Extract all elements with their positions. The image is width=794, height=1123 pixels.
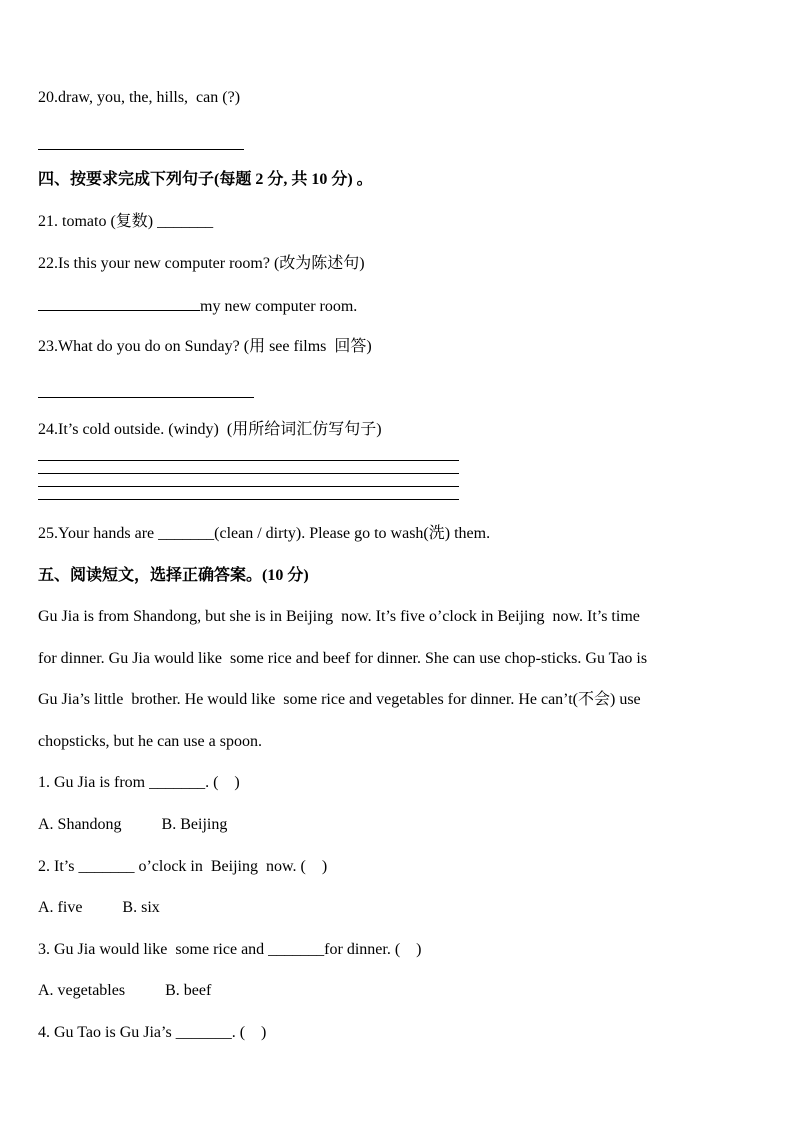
answer-line-24-4 [38, 499, 459, 500]
reading-question-2: 2. It’s _______ o’clock in Beijing now. ( ) [38, 858, 328, 875]
section-5-heading: 五、阅读短文，选择正确答案。(10 分) [38, 567, 309, 584]
answer-line-24-3 [38, 486, 459, 487]
passage-line-2: for dinner. Gu Jia would like some rice and beef for dinner. She can use chop-sticks. Gu Tao is [38, 650, 648, 667]
passage-line-4: chopsticks, but he can use a spoon. [38, 733, 262, 750]
question-23: 23.What do you do on Sunday? (用 see films 回答) [38, 338, 372, 355]
passage-line-3: Gu Jia’s little brother. He would like some rice and vegetables for dinner. He can’t(不会) use [38, 691, 641, 708]
answer-blank-22 [38, 296, 200, 311]
question-22: 22.Is this your new computer room? (改为陈述句) [38, 255, 365, 272]
question-24: 24.It’s cold outside. (windy) (用所给词汇仿写句子) [38, 421, 382, 438]
question-21: 21. tomato (复数) _______ [38, 213, 214, 230]
reading-question-4: 4. Gu Tao is Gu Jia’s _______. ( ) [38, 1024, 267, 1041]
reading-options-3: A. vegetables B. beef [38, 982, 212, 999]
reading-question-3: 3. Gu Jia would like some rice and _______for dinner. ( ) [38, 941, 422, 958]
answer-22-suffix: my new computer room. [200, 298, 358, 315]
section-4-heading: 四、按要求完成下列句子(每题 2 分, 共 10 分) 。 [38, 171, 373, 188]
answer-line-24-1 [38, 460, 459, 461]
answer-line-24-2 [38, 473, 459, 474]
passage-line-1: Gu Jia is from Shandong, but she is in Beijing now. It’s five o’clock in Beijing now. It’s time [38, 608, 640, 625]
question-20: 20.draw, you, the, hills, can (?) [38, 89, 241, 106]
answer-22 [38, 296, 357, 317]
question-25: 25.Your hands are _______(clean / dirty). Please go to wash(洗) them. [38, 525, 491, 542]
answer-line-20 [38, 149, 244, 150]
answer-line-23 [38, 397, 254, 398]
reading-options-1: A. Shandong B. Beijing [38, 816, 228, 833]
reading-options-2: A. five B. six [38, 899, 160, 916]
reading-question-1: 1. Gu Jia is from _______. ( ) [38, 774, 240, 791]
